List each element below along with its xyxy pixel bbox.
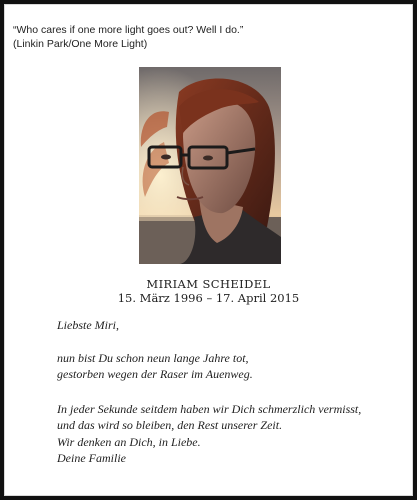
letter-line: Wir denken an Dich, in Liebe.	[57, 434, 201, 449]
letter-line: In jeder Sekunde seitdem haben wir Dich schmerzlich vermisst,	[57, 401, 362, 416]
letter-line: nun bist Du schon neun lange Jahre tot,	[57, 350, 249, 365]
person-name: MIRIAM SCHEIDEL	[146, 277, 271, 291]
portrait-photo	[139, 67, 281, 264]
letter-line: und das wird so bleiben, den Rest unserer Zeit.	[57, 418, 283, 432]
letter-signature: Deine Familie	[57, 451, 126, 465]
name-block	[5, 277, 412, 306]
memorial-page	[4, 4, 413, 496]
letter-greeting: Liebste Miri,	[57, 318, 119, 332]
quote-source: (Linkin Park/One More Light)	[13, 38, 148, 50]
memorial-letter	[57, 317, 397, 467]
portrait-illustration	[139, 67, 281, 264]
quote-text: “Who cares if one more light goes out? Well I do.”	[13, 24, 244, 36]
quote-block	[13, 23, 243, 51]
letter-line: gestorben wegen der Raser im Auenweg.	[57, 367, 253, 381]
life-dates: 15. März 1996 – 17. April 2015	[117, 291, 300, 305]
